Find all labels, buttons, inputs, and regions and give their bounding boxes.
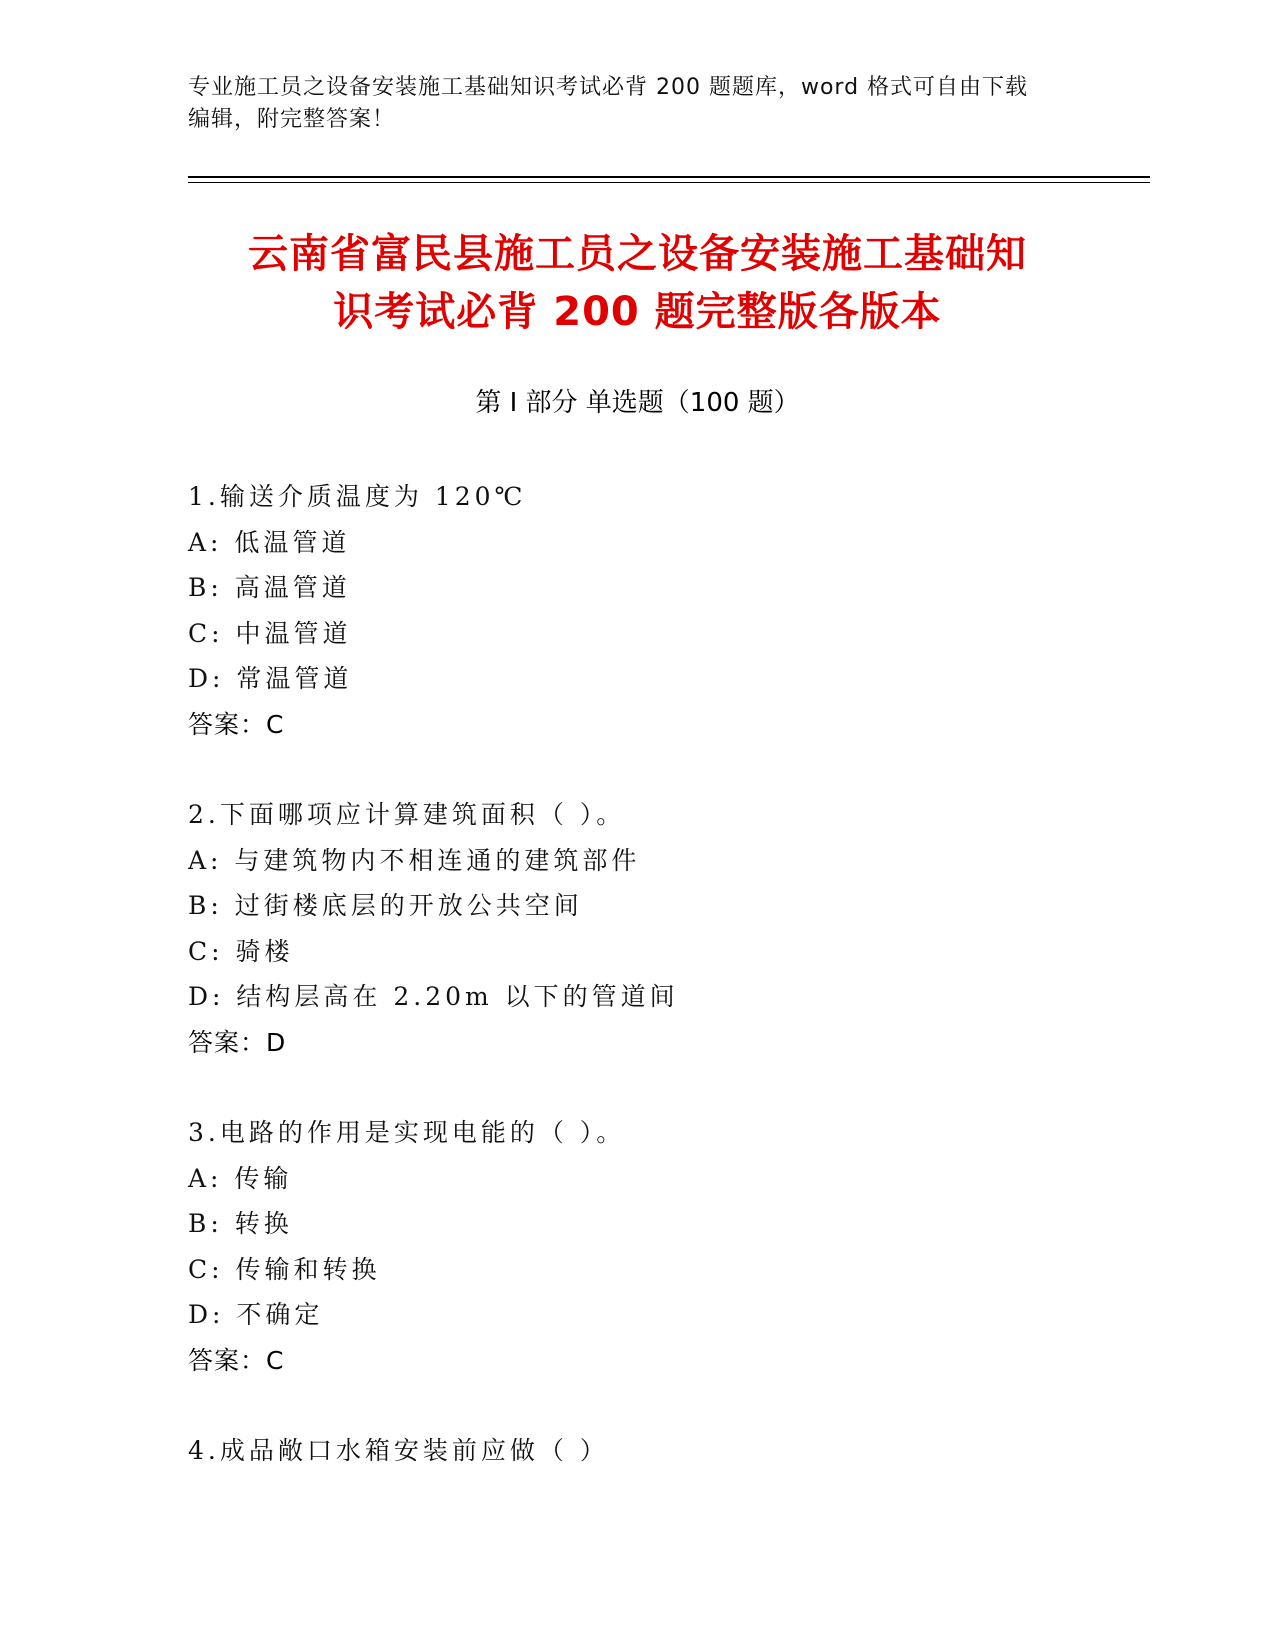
question-3 xyxy=(188,1110,1138,1383)
option-c: C: 骑楼 xyxy=(188,936,294,966)
answer: 答案：C xyxy=(188,709,285,739)
question-stem: 1.输送介质温度为 120℃ xyxy=(188,482,527,511)
document-title xyxy=(150,225,1125,341)
header-divider-thick xyxy=(188,176,1150,178)
option-a: A: 传输 xyxy=(188,1163,293,1193)
option-b: B: 高温管道 xyxy=(188,573,351,602)
question-1 xyxy=(188,474,1138,747)
answer: 答案：C xyxy=(188,1345,285,1375)
question-4 xyxy=(188,1428,1138,1474)
header-note xyxy=(188,72,1088,136)
question-stem: 2.下面哪项应计算建筑面积（ ）。 xyxy=(188,800,626,829)
answer: 答案：D xyxy=(188,1027,287,1057)
option-b: B: 转换 xyxy=(188,1209,293,1238)
question-stem: 4.成品敞口水箱安装前应做（ ） xyxy=(188,1436,609,1465)
option-c: C: 中温管道 xyxy=(188,618,352,648)
question-list xyxy=(188,474,1138,1519)
option-a: A: 低温管道 xyxy=(188,527,351,557)
option-d: D: 常温管道 xyxy=(188,664,353,693)
option-d: D: 结构层高在 2.20m 以下的管道间 xyxy=(188,982,679,1011)
option-c: C: 传输和转换 xyxy=(188,1254,381,1284)
header-note-line-2: 编辑，附完整答案！ xyxy=(188,107,396,132)
question-2 xyxy=(188,792,1138,1065)
question-stem: 3.电路的作用是实现电能的（ ）。 xyxy=(188,1118,626,1147)
header-divider-thin xyxy=(188,182,1150,183)
header-note-line-1: 专业施工员之设备安装施工基础知识考试必背 200 题题库，word 格式可自由下载 xyxy=(188,75,1029,100)
document-title-line-1: 云南省富民县施工员之设备安装施工基础知 xyxy=(248,231,1027,277)
document-title-line-2: 识考试必背 200 题完整版各版本 xyxy=(333,289,942,335)
option-b: B: 过街楼底层的开放公共空间 xyxy=(188,891,583,920)
option-a: A: 与建筑物内不相连通的建筑部件 xyxy=(188,845,641,875)
section-title: 第 I 部分 单选题（100 题） xyxy=(475,388,800,418)
option-d: D: 不确定 xyxy=(188,1300,324,1329)
